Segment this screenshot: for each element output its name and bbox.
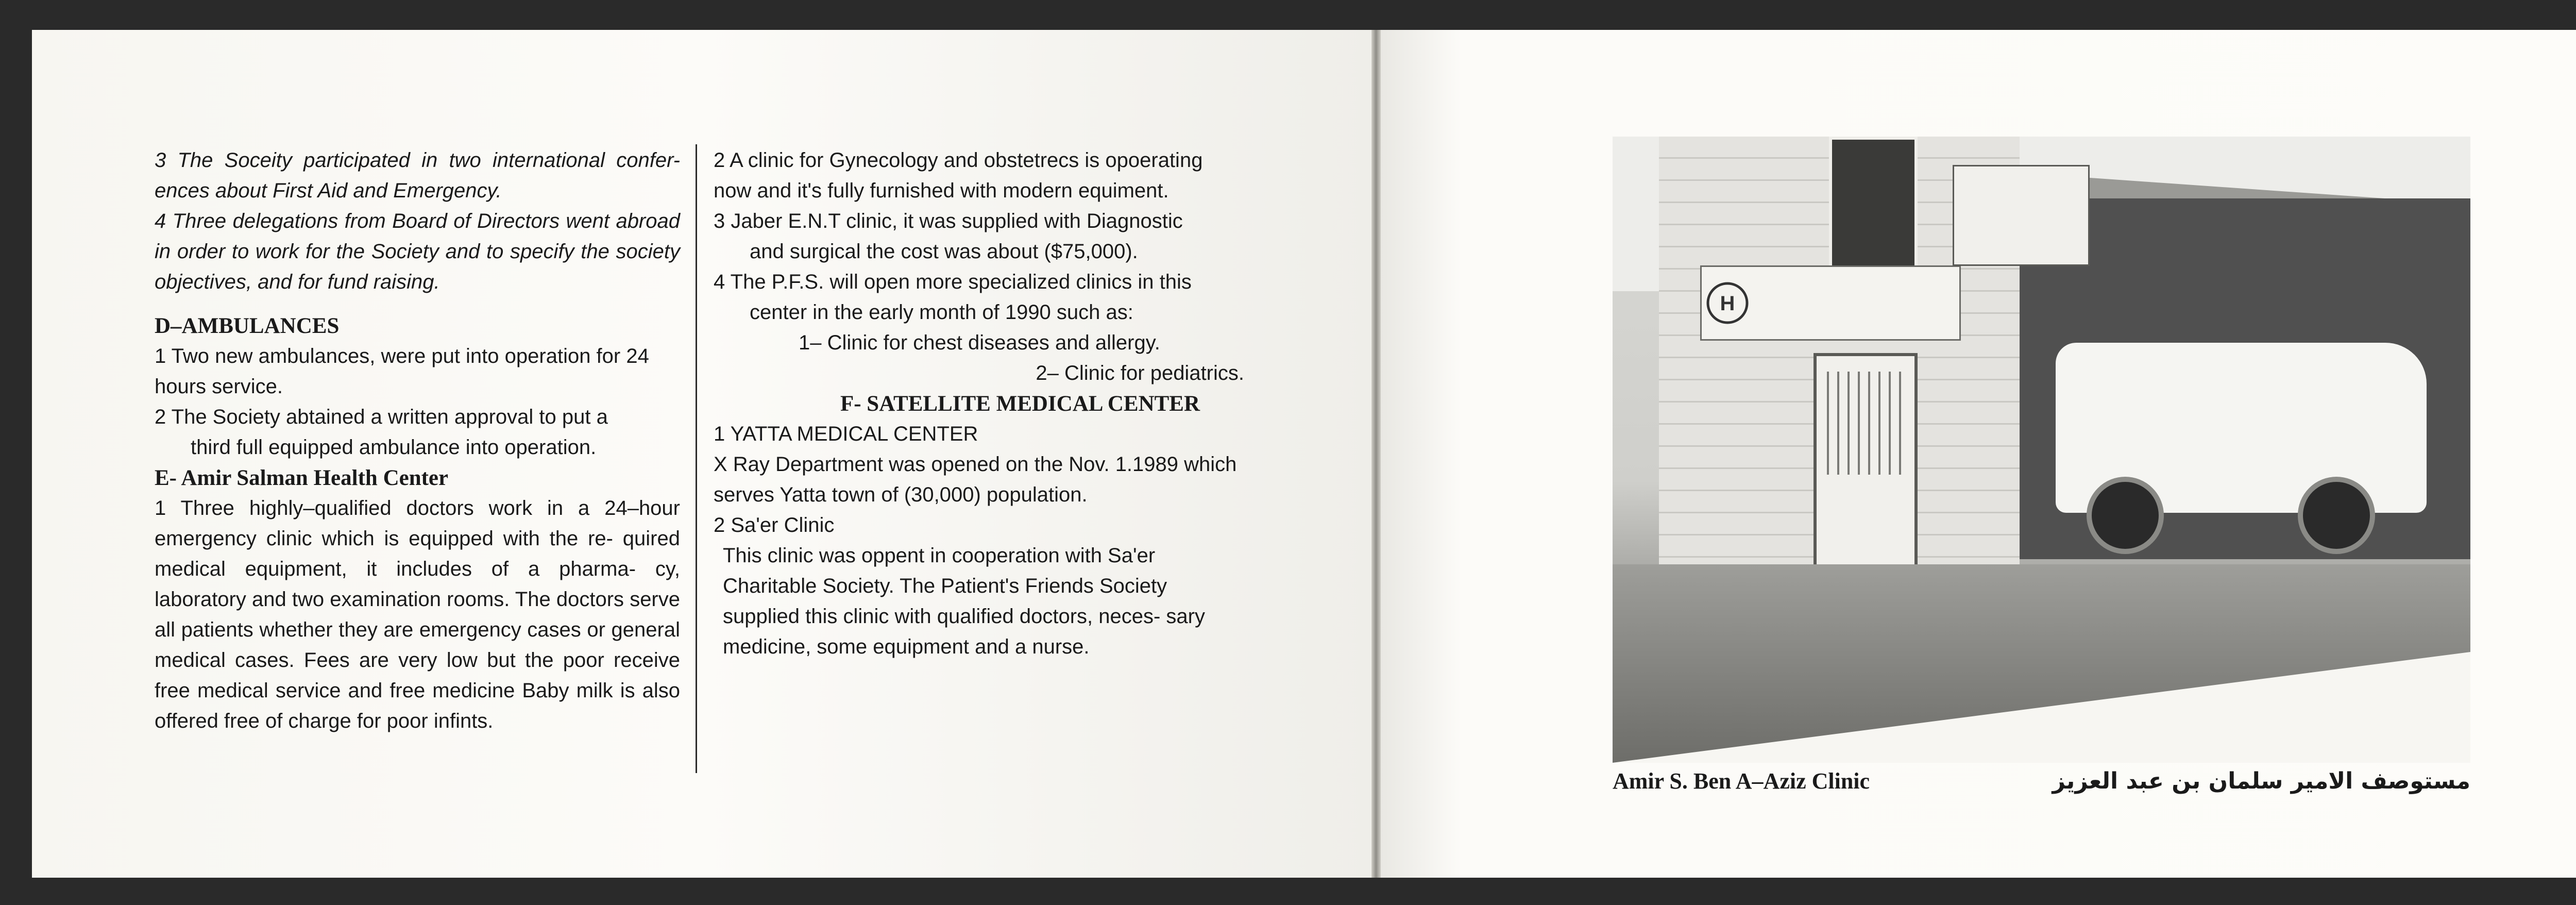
subclinic-pediatrics: 2– Clinic for pediatrics.	[1036, 362, 1244, 384]
section-e-heading: E- Amir Salman Health Center	[155, 466, 449, 490]
clinic-item-3: 3 Jaber E.N.T clinic, it was supplied with Diagnostic	[714, 210, 1183, 232]
svg-text:H: H	[1720, 292, 1735, 315]
saer-clinic-text: This clinic was oppent in cooperation with Sa'er Charitable Society. The Patient's Friends Society supplied this clinic with qualified doctors, neces- sary medicine, some equipment and a nurse.	[723, 544, 1205, 658]
section-d-heading: D–AMBULANCES	[155, 314, 340, 338]
van-wheel-front	[2298, 477, 2375, 554]
intro-item-4: 4 Three delegations from Board of Directors went abroad in order to work for the Society and to specify the society objectives, and for fund raising.	[155, 210, 680, 293]
clinic-door	[1814, 353, 1918, 576]
subclinic-chest: 1– Clinic for chest diseases and allergy.	[799, 331, 1160, 354]
saer-clinic-title: 2 Sa'er Clinic	[714, 514, 835, 537]
yatta-center: 1 YATTA MEDICAL CENTER	[714, 423, 978, 445]
clinic-sign-graphic	[1702, 267, 1959, 339]
text-column-1	[155, 145, 680, 736]
book-spine	[1371, 30, 1381, 878]
clinic-item-4: 4 The P.F.S. will open more specialized clinics in this	[714, 271, 1192, 293]
section-d-item-2: 2 The Society abtained a written approval to put a	[155, 406, 608, 428]
clinic-item-2: 2 A clinic for Gynecology and obstetrecs is opoerating now and it's fully furnished with modern equiment.	[714, 149, 1203, 202]
photo-caption-english: Amir S. Ben A–Aziz Clinic	[1613, 768, 1870, 794]
van-wheel-rear	[2087, 477, 2164, 554]
section-d-item-2-cont: third full equipped ambulance into operation.	[191, 436, 597, 459]
clinic-item-4-cont: center in the early month of 1990 such as:	[750, 301, 1133, 324]
society-sign	[1953, 165, 2090, 266]
column-divider	[696, 144, 697, 773]
clinic-photo	[1613, 137, 2470, 763]
section-d-item-1: 1 Two new ambulances, were put into operation for 24 hours service.	[155, 345, 649, 398]
text-column-2	[714, 145, 1244, 662]
clinic-sign	[1700, 265, 1961, 341]
intro-item-3: 3 The Soceity participated in two international confer- ences about First Aid and Emergency.	[155, 149, 680, 202]
section-e-text: 1 Three highly–qualified doctors work in a 24–hour emergency clinic which is equipped with the re- quired medical equipment, it includes of a pharma- cy, laboratory and two examination rooms. The doctors serve all patients whether they are emergency cases or general medical cases. Fees are very low but the poor receive free medical service and free medicine Baby milk is also offered free of charge for poor infints.	[155, 497, 680, 732]
clinic-item-3-cont: and surgical the cost was about ($75,000).	[750, 240, 1138, 263]
yatta-xray: X Ray Department was opened on the Nov. 1.1989 which serves Yatta town of (30,000) population.	[714, 453, 1237, 506]
section-f-heading: F- SATELLITE MEDICAL CENTER	[840, 392, 1200, 416]
photo-caption-arabic: مستوصف الامير سلمان بن عبد العزيز	[2052, 768, 2470, 794]
